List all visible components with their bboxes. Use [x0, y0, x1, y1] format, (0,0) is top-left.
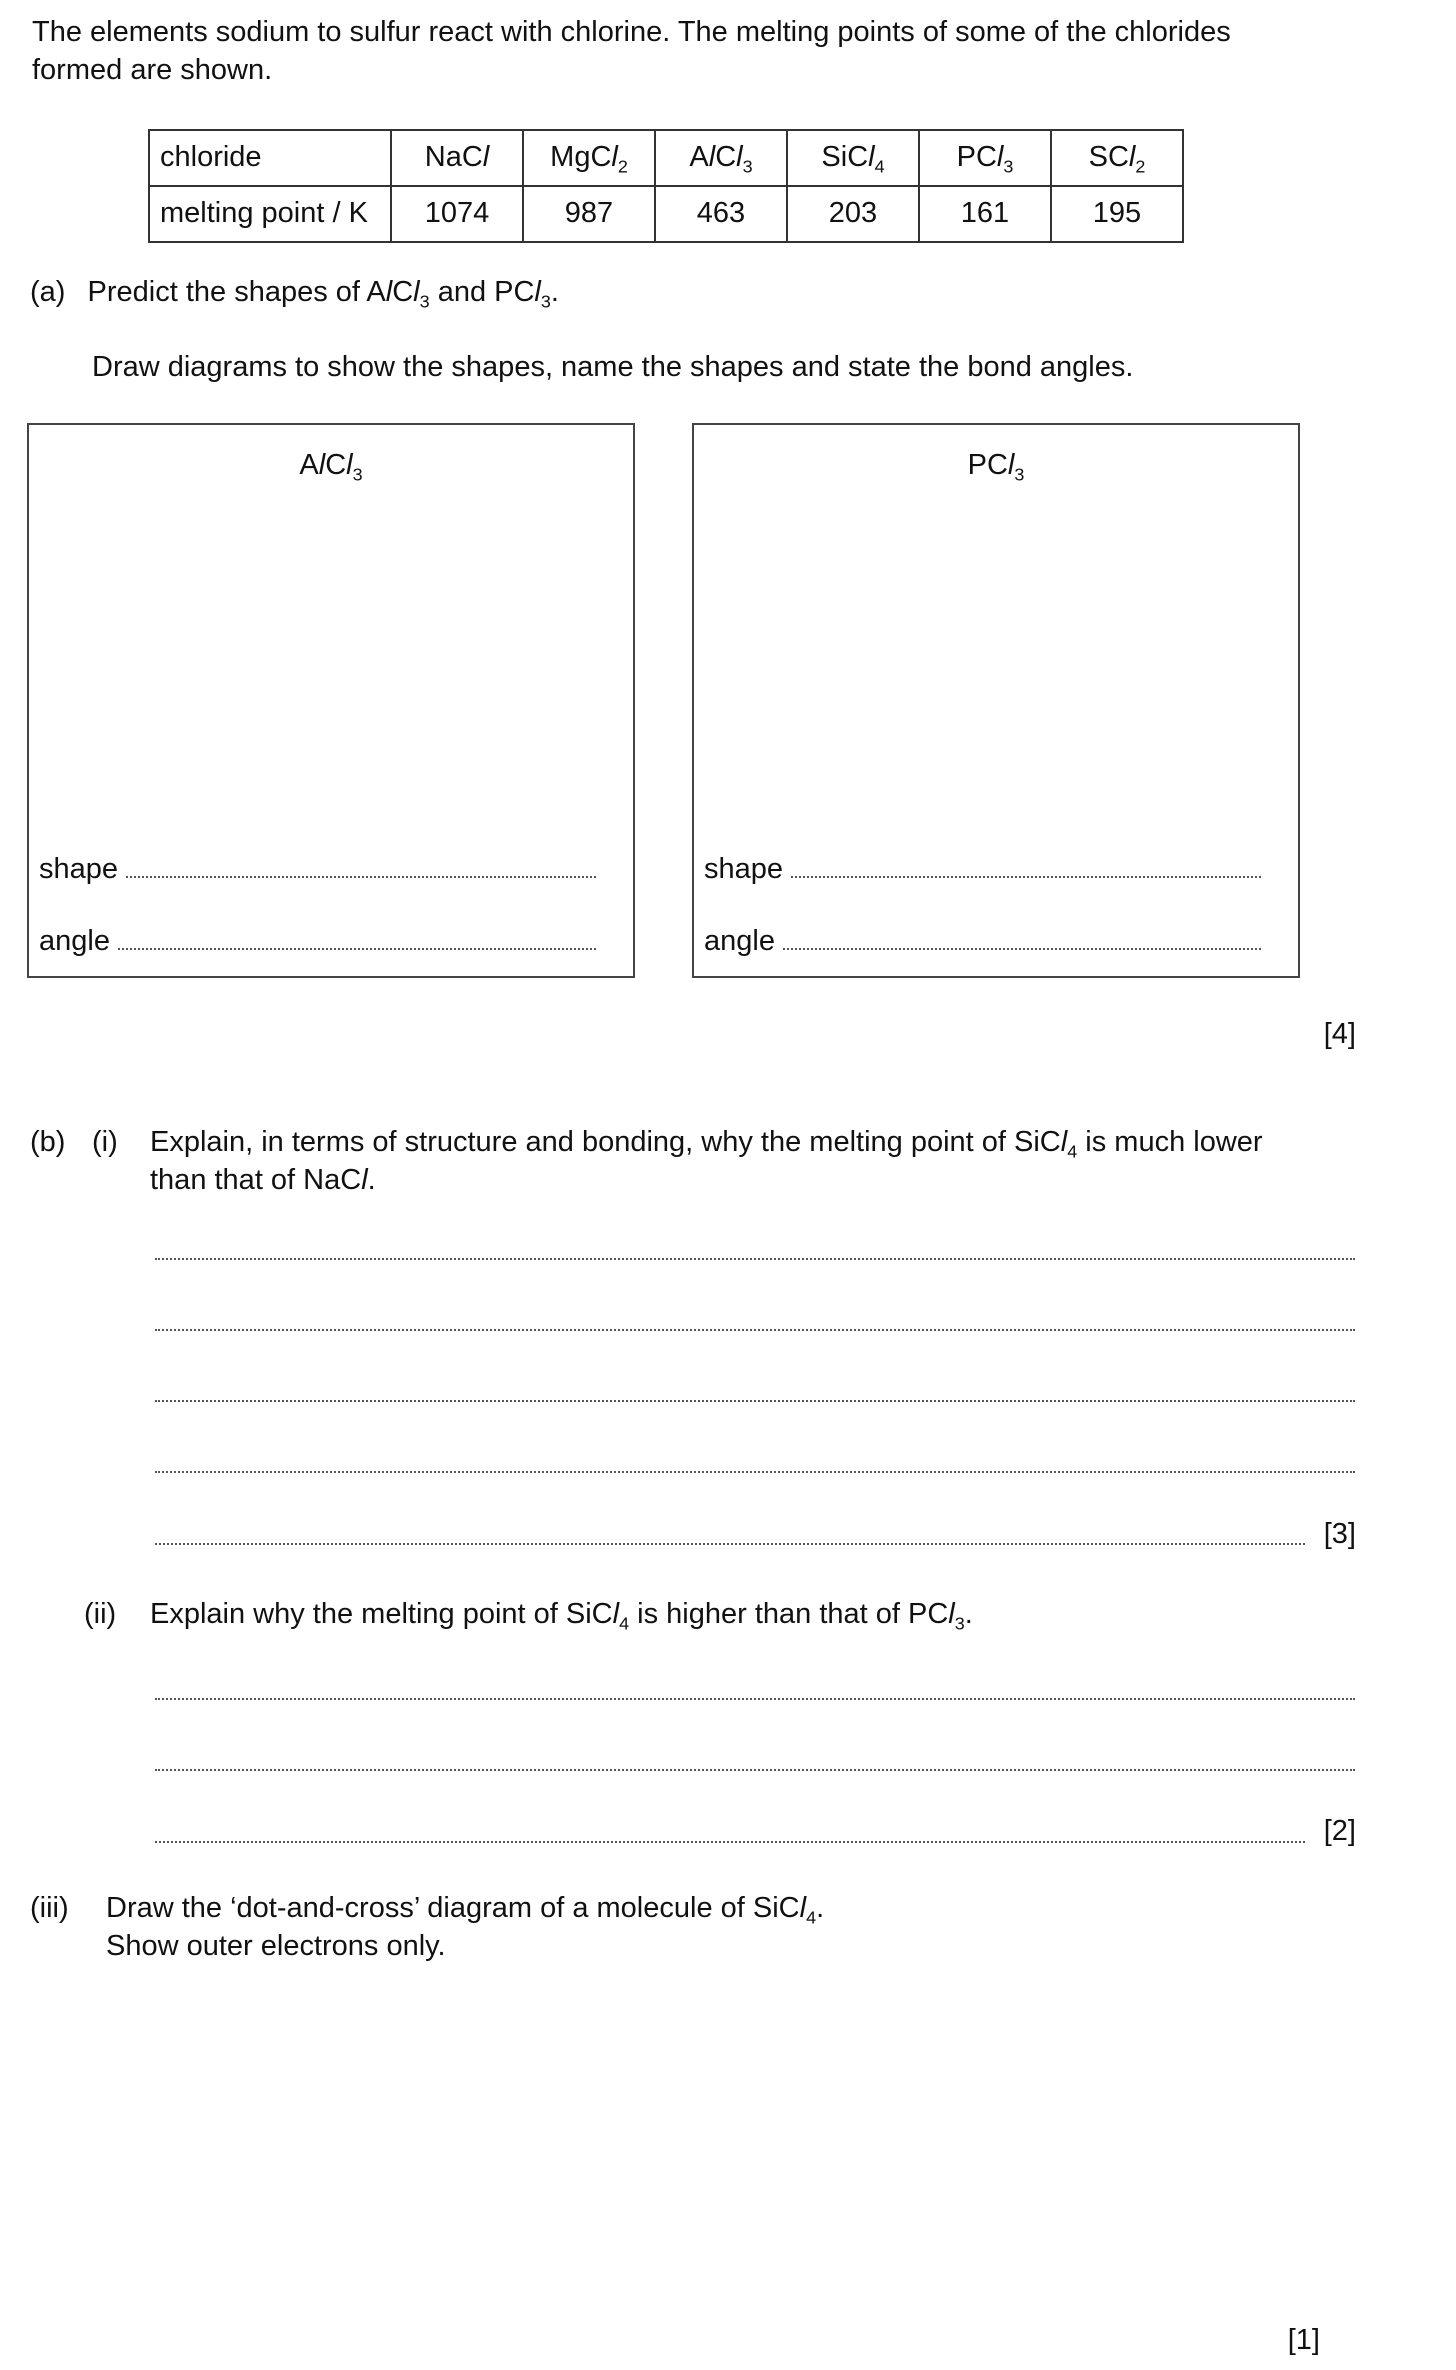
answer-box-pcl3[interactable] [692, 423, 1300, 978]
shape-answer-line[interactable]: shape [39, 851, 596, 889]
answer-line[interactable] [155, 1400, 1355, 1402]
dot-and-cross-drawing-area[interactable] [150, 1980, 1350, 2310]
mark-b-i: [3] [1323, 1518, 1356, 1550]
answer-line[interactable] [155, 1471, 1355, 1473]
table-cell: MgCl$_2$ [523, 130, 655, 186]
intro-line-2: formed are shown. [32, 53, 273, 86]
melting-point-table [148, 129, 1184, 243]
table-cell: SiCl$_4$ [787, 130, 919, 186]
question-b-i-label: (i) [92, 1126, 118, 1158]
table-cell: PCl$_3$ [919, 130, 1051, 186]
shape-answer-line[interactable]: shape [704, 851, 1261, 889]
question-b-iii-label: (iii) [30, 1892, 69, 1924]
table-row-chloride [149, 130, 1183, 186]
intro-line-1: The elements sodium to sulfur react with chlorine. The melting points of some of the chlorides [32, 16, 1231, 48]
answer-line[interactable] [155, 1769, 1355, 1771]
question-a-instruction: Draw diagrams to show the shapes, name the shapes and state the bond angles. [92, 351, 1134, 383]
mark-b-iii: [1] [1287, 2324, 1320, 2356]
table-cell: 987 [523, 186, 655, 242]
row-header-chloride: chloride [149, 130, 391, 186]
answer-line[interactable] [155, 1841, 1305, 1843]
question-b-i-prompt: Explain, in terms of structure and bonding, why the melting point of SiCl$_4$ is much lower than that of NaCl. [150, 1126, 1263, 1196]
question-b-ii-prompt: Explain why the melting point of SiCl$_4$ is higher than that of PCl$_3$. [150, 1598, 973, 1634]
mark-a: [4] [1323, 1018, 1356, 1050]
question-b-label: (b) [30, 1126, 66, 1158]
question-a-label: (a) [30, 276, 66, 308]
row-header-melting-point: melting point / K [149, 186, 391, 242]
angle-answer-line[interactable]: angle [39, 923, 596, 961]
box-title-alcl3: AlCl$_3$ [299, 449, 363, 485]
answer-line[interactable] [155, 1698, 1355, 1700]
table-cell: 463 [655, 186, 787, 242]
mark-b-ii: [2] [1323, 1815, 1356, 1847]
table-cell: 195 [1051, 186, 1183, 242]
table-cell: 161 [919, 186, 1051, 242]
table-cell: NaCl [391, 130, 523, 186]
answer-line[interactable] [155, 1258, 1355, 1260]
table-cell: 203 [787, 186, 919, 242]
table-cell: AlCl$_3$ [655, 130, 787, 186]
answer-box-alcl3[interactable] [27, 423, 635, 978]
question-b-iii-prompt: Draw the ‘dot-and-cross’ diagram of a molecule of SiCl$_4$. Show outer electrons only. [106, 1892, 825, 1962]
question-a-prompt: (a) Predict the shapes of AlCl$_3$ and PCl$_3$. [30, 276, 559, 312]
question-b-ii-label: (ii) [84, 1598, 117, 1630]
table-row-melting-point [149, 186, 1183, 242]
box-title-pcl3: PCl$_3$ [967, 449, 1025, 485]
table-cell: SCl$_2$ [1051, 130, 1183, 186]
answer-line[interactable] [155, 1543, 1305, 1545]
answer-line[interactable] [155, 1329, 1355, 1331]
table-cell: 1074 [391, 186, 523, 242]
intro-text [32, 14, 1231, 89]
angle-answer-line[interactable]: angle [704, 923, 1261, 961]
